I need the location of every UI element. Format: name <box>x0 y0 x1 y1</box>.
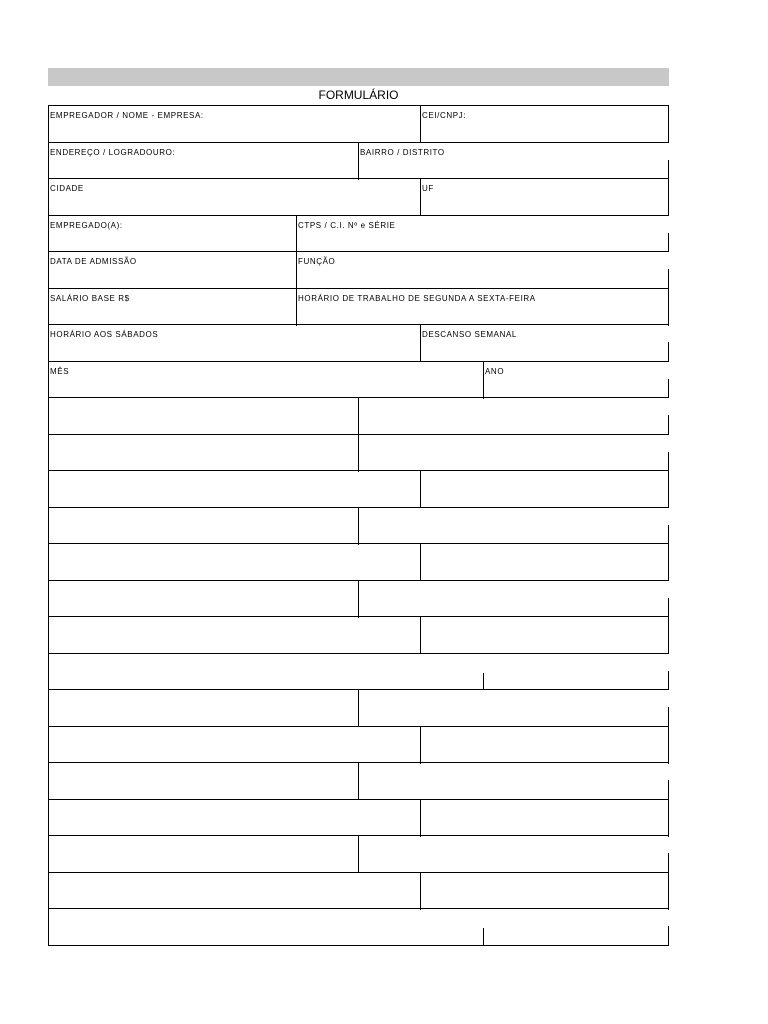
header-band <box>48 68 669 86</box>
blank-field[interactable] <box>359 508 668 543</box>
blank-field[interactable] <box>49 471 420 506</box>
right-tick <box>668 780 669 799</box>
right-border <box>668 616 669 654</box>
blank-field[interactable] <box>49 435 358 470</box>
blank-field[interactable] <box>421 727 668 762</box>
blank-field[interactable] <box>421 471 668 506</box>
blank-field[interactable] <box>49 873 420 908</box>
right-border <box>668 799 669 837</box>
label-endereco: ENDEREÇO / LOGRADOURO: <box>50 148 176 157</box>
blank-field[interactable] <box>49 690 358 725</box>
field-ctps[interactable] <box>297 216 668 251</box>
label-empregador: EMPREGADOR / NOME - EMPRESA: <box>50 111 204 120</box>
row-rule <box>48 945 669 946</box>
label-mes: MÊS <box>50 367 70 376</box>
right-border <box>668 543 669 581</box>
right-tick <box>668 525 669 544</box>
field-cidade[interactable] <box>49 179 420 214</box>
blank-field[interactable] <box>49 654 483 689</box>
right-border <box>668 288 669 326</box>
blank-field[interactable] <box>49 581 358 616</box>
form-title: FORMULÁRIO <box>318 88 399 102</box>
field-bairro[interactable] <box>359 143 668 178</box>
blank-field[interactable] <box>49 398 358 433</box>
label-horario-semana: HORÁRIO DE TRABALHO DE SEGUNDA A SEXTA-FEIRA <box>298 294 536 303</box>
blank-field[interactable] <box>49 800 420 835</box>
right-border <box>668 178 669 216</box>
field-empregado[interactable] <box>49 216 296 251</box>
right-tick <box>668 160 669 179</box>
right-tick <box>668 415 669 434</box>
label-horario-sabados: HORÁRIO AOS SÁBADOS <box>50 330 159 339</box>
blank-field[interactable] <box>359 690 668 725</box>
blank-field[interactable] <box>359 763 668 798</box>
blank-field[interactable] <box>421 617 668 652</box>
label-salario: SALÁRIO BASE R$ <box>50 294 130 303</box>
right-tick <box>668 671 669 690</box>
field-funcao[interactable] <box>297 252 668 287</box>
blank-field[interactable] <box>359 398 668 433</box>
blank-field[interactable] <box>421 544 668 579</box>
right-tick <box>668 379 669 398</box>
right-tick <box>668 233 669 252</box>
field-uf[interactable] <box>421 179 668 214</box>
right-tick <box>668 452 669 471</box>
field-descanso[interactable] <box>421 325 668 360</box>
right-border <box>668 470 669 508</box>
right-tick <box>668 598 669 617</box>
label-cei-cnpj: CEI/CNPJ: <box>422 111 467 120</box>
field-empregador[interactable] <box>49 106 420 141</box>
right-border <box>668 726 669 764</box>
label-cidade: CIDADE <box>50 184 84 193</box>
blank-field[interactable] <box>49 544 420 579</box>
blank-field[interactable] <box>359 836 668 871</box>
label-data-admissao: DATA DE ADMISSÃO <box>50 257 137 266</box>
field-endereco[interactable] <box>49 143 358 178</box>
label-descanso: DESCANSO SEMANAL <box>422 330 517 339</box>
blank-field[interactable] <box>484 654 668 689</box>
label-ctps: CTPS / C.I. Nº e SÉRIE <box>298 221 396 230</box>
label-funcao: FUNÇÃO <box>298 257 336 266</box>
field-cei-cnpj[interactable] <box>421 106 668 141</box>
blank-field[interactable] <box>421 873 668 908</box>
right-tick <box>668 342 669 361</box>
blank-field[interactable] <box>484 909 668 944</box>
label-bairro: BAIRRO / DISTRITO <box>360 148 445 157</box>
field-mes[interactable] <box>49 362 483 397</box>
right-border <box>668 872 669 910</box>
blank-field[interactable] <box>49 617 420 652</box>
field-data-admissao[interactable] <box>49 252 296 287</box>
right-tick <box>668 926 669 945</box>
blank-field[interactable] <box>49 727 420 762</box>
field-ano[interactable] <box>484 362 668 397</box>
right-border <box>668 105 669 143</box>
field-horario-semana[interactable] <box>297 289 668 324</box>
field-salario[interactable] <box>49 289 296 324</box>
blank-field[interactable] <box>49 909 483 944</box>
blank-field[interactable] <box>359 581 668 616</box>
right-tick <box>668 853 669 872</box>
blank-field[interactable] <box>49 508 358 543</box>
blank-field[interactable] <box>49 763 358 798</box>
blank-field[interactable] <box>421 800 668 835</box>
label-empregado: EMPREGADO(A): <box>50 221 123 230</box>
blank-field[interactable] <box>49 836 358 871</box>
blank-field[interactable] <box>359 435 668 470</box>
label-uf: UF <box>422 184 434 193</box>
right-tick <box>668 707 669 726</box>
label-ano: ANO <box>485 367 505 376</box>
field-horario-sabados[interactable] <box>49 325 420 360</box>
right-tick <box>668 269 669 288</box>
